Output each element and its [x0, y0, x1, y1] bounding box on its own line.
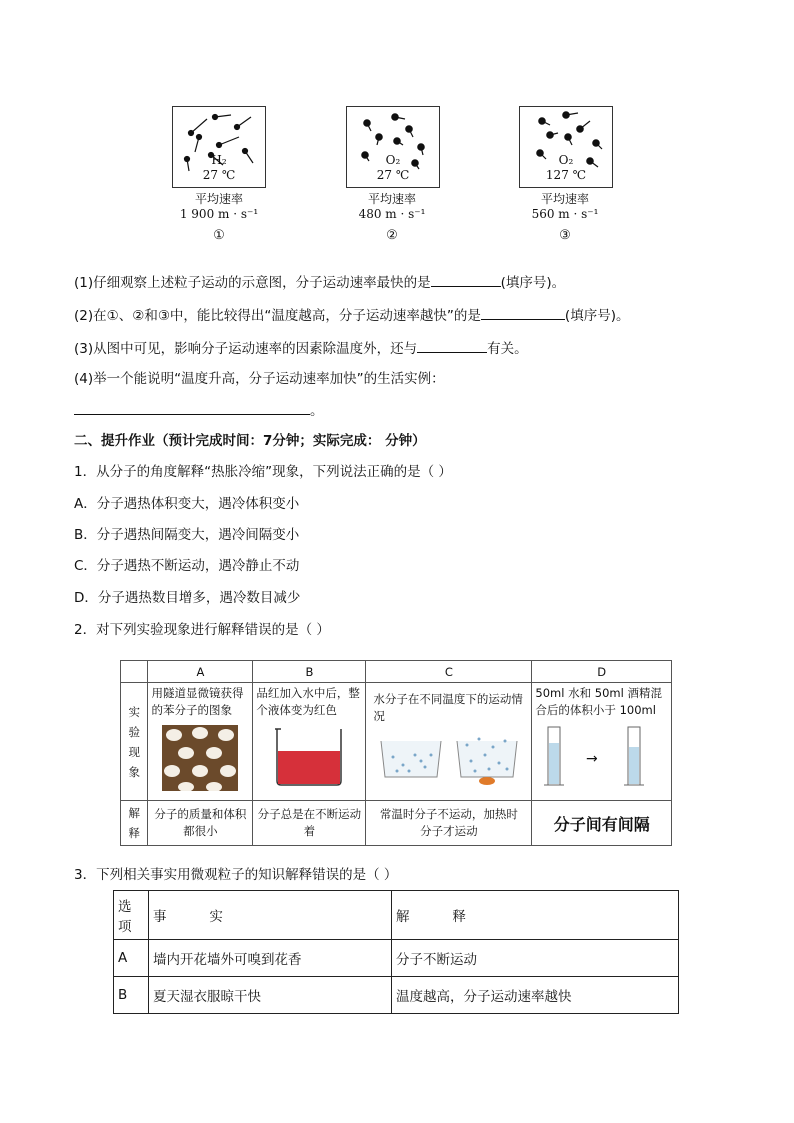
answer-blank-1[interactable] [431, 272, 501, 287]
problem-3-stem: 3．下列相关事实用微观粒子的知识解释错误的是（ ） [74, 867, 398, 883]
answer-blank-2[interactable] [481, 305, 565, 320]
question-3-suffix: 有关。 [487, 341, 528, 357]
table-row [114, 977, 679, 1014]
problem-1-stem: 1．从分子的角度解释“热胀冷缩”现象，下列说法正确的是（ ） [74, 464, 452, 480]
row-a-option: A [114, 940, 149, 977]
cell-a-explanation: 分子的质量和体积都很小 [148, 801, 253, 846]
cell-b-text: 品红加入水中后，整个液体变为红色 [256, 686, 360, 717]
question-1 [74, 272, 565, 292]
question-4-answer-line [74, 400, 324, 420]
row-b-explanation: 温度越高，分子运动速率越快 [392, 977, 679, 1014]
row-a-explanation: 分子不断运动 [392, 940, 679, 977]
experiment-table [120, 660, 672, 846]
speed-value-2: 480 m · s⁻¹ [358, 207, 426, 221]
answer-blank-3[interactable] [417, 338, 487, 353]
benzene-microscope-image [162, 725, 238, 791]
graduated-cylinders-image [540, 723, 664, 789]
header-d: D [532, 661, 672, 683]
box2-temp-label: 27 ℃ [376, 168, 410, 182]
beaker-red-liquid-image [269, 725, 349, 787]
svg-text:→: → [585, 751, 598, 767]
question-2-text: (2)在①、②和③中，能比较得出“温度越高，分子运动速率越快”的是 [74, 308, 481, 324]
problem-1-option-b[interactable]: B．分子遇热间隔变大，遇冷间隔变小 [74, 527, 300, 543]
header-a: A [148, 661, 253, 683]
row-b-fact: 夏天湿衣服晾干快 [149, 977, 392, 1014]
question-4-end: 。 [310, 403, 324, 419]
header-explanation: 解 释 [392, 891, 679, 940]
answer-blank-4[interactable] [74, 400, 310, 415]
box1-temp-label: 27 ℃ [202, 168, 236, 182]
row-a-fact: 墙内开花墙外可嗅到花香 [149, 940, 392, 977]
speed-value-1: 1 900 m · s⁻¹ [179, 207, 259, 221]
figure-number-3: ③ [559, 228, 571, 243]
table-row [114, 940, 679, 977]
section-heading: 二、提升作业（预计完成时间：7分钟；实际完成： 分钟） [74, 433, 426, 449]
header-c: C [366, 661, 532, 683]
header-option: 选项 [114, 891, 149, 940]
problem-1-option-d[interactable]: D．分子遇热数目增多，遇冷数目减少 [74, 590, 301, 606]
cell-b-explanation: 分子总是在不断运动着 [253, 801, 366, 846]
problem-2-stem: 2．对下列实验现象进行解释错误的是（ ） [74, 622, 330, 638]
facts-table [113, 890, 679, 1014]
problem-1-option-a[interactable]: A．分子遇热体积变大，遇冷体积变小 [74, 496, 300, 512]
speed-label-1: 平均速率 [194, 192, 243, 206]
question-3 [74, 338, 528, 358]
box1-gas-label: H₂ [211, 153, 227, 167]
water-molecules-temperature-image [375, 733, 523, 785]
question-2 [74, 305, 629, 325]
cell-d-text: 50ml 水和 50ml 酒精混合后的体积小于 100ml [535, 686, 662, 717]
speed-value-3: 560 m · s⁻¹ [531, 207, 599, 221]
speed-label-2: 平均速率 [367, 192, 416, 206]
header-fact: 事 实 [149, 891, 392, 940]
cell-c-text: 水分子在不同温度下的运动情况 [373, 692, 523, 723]
question-2-suffix: (填序号)。 [564, 308, 630, 324]
figure-number-1: ① [213, 228, 225, 243]
header-b: B [253, 661, 366, 683]
question-1-suffix: (填序号)。 [500, 275, 566, 291]
problem-1-option-c[interactable]: C．分子遇热不断运动，遇冷静止不动 [74, 558, 300, 574]
figure-number-2: ② [386, 228, 398, 243]
row-label-phenomenon: 实验现象 [121, 683, 148, 801]
row-label-explanation: 解释 [121, 801, 148, 846]
cell-b-phenomenon [253, 683, 366, 801]
cell-a-text: 用隧道显微镜获得的苯分子的图象 [151, 686, 244, 717]
question-1-text: (1)仔细观察上述粒子运动的示意图，分子运动速率最快的是 [74, 275, 431, 291]
speed-label-3: 平均速率 [540, 192, 589, 206]
question-3-text: (3)从图中可见，影响分子运动速率的因素除温度外，还与 [74, 341, 418, 357]
particle-box-3 [519, 106, 613, 188]
row-b-option: B [114, 977, 149, 1014]
cell-d-explanation: 分子间有间隔 [532, 801, 672, 846]
particle-box-2 [346, 106, 440, 188]
cell-a-phenomenon [148, 683, 253, 801]
cell-c-explanation: 常温时分子不运动，加热时分子才运动 [366, 801, 532, 846]
question-4: (4)举一个能说明“温度升高，分子运动速率加快”的生活实例： [74, 371, 445, 387]
cell-c-phenomenon [366, 683, 532, 801]
box3-temp-label: 127 ℃ [545, 168, 587, 182]
particle-box-1 [172, 106, 266, 188]
cell-d-phenomenon [532, 683, 672, 801]
box3-gas-label: O₂ [558, 153, 574, 167]
box2-gas-label: O₂ [385, 153, 401, 167]
